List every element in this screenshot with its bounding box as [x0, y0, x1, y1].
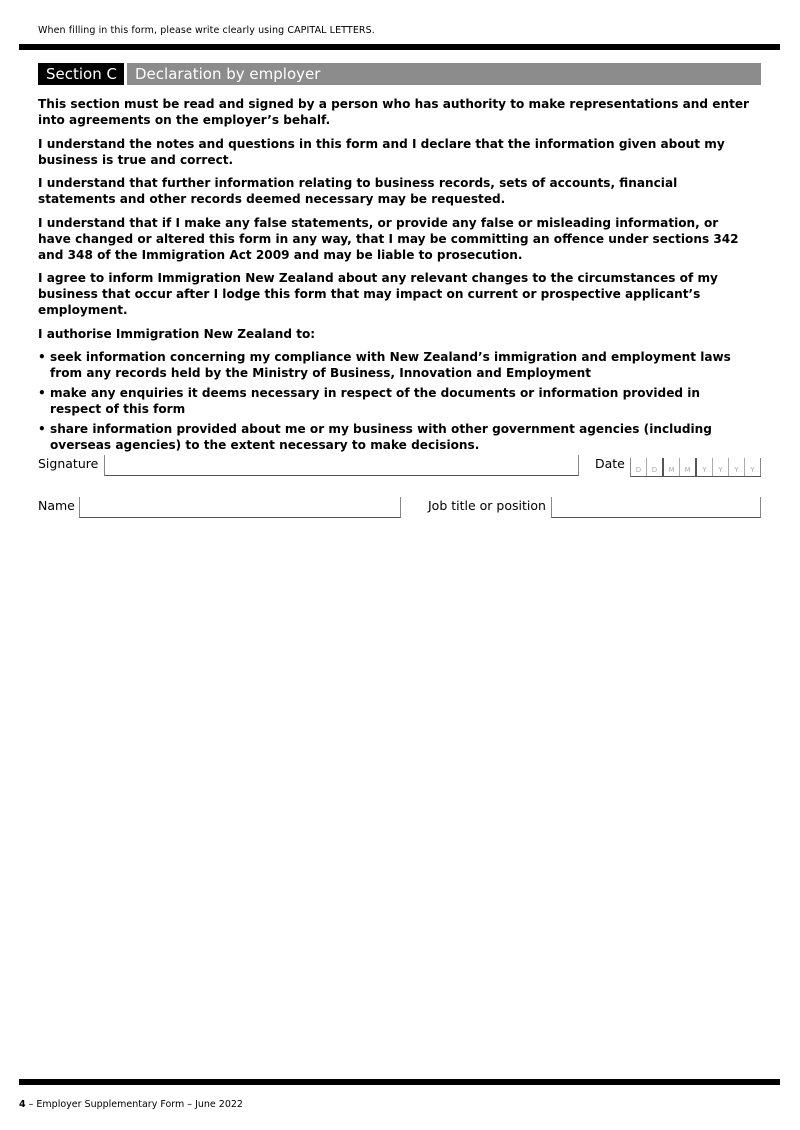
declaration-text	[38, 96, 752, 457]
footer-text: – Employer Supplementary Form – June 2022	[25, 1099, 243, 1110]
list-item: • share information provided about me or my business with other government agencies (including overseas agencies) to the extent necessary to make decisions.	[38, 421, 752, 453]
date-day-cell: D	[647, 458, 664, 476]
name-field[interactable]	[79, 497, 401, 518]
job-title-field[interactable]	[551, 497, 761, 518]
date-month-cell: M	[680, 458, 697, 476]
declaration-paragraph: I understand the notes and questions in this form and I declare that the information given about my business is true and correct.	[38, 136, 725, 167]
date-label: Date	[595, 456, 625, 471]
job-title-label: Job title or position	[428, 498, 546, 513]
section-title: Declaration by employer	[127, 63, 761, 85]
authorisation-list	[38, 349, 752, 453]
bottom-divider	[19, 1079, 780, 1085]
signature-label: Signature	[38, 456, 99, 471]
declaration-paragraph: I authorise Immigration New Zealand to:	[38, 326, 316, 341]
signature-field[interactable]	[104, 455, 579, 476]
list-item: • make any enquiries it deems necessary in respect of the documents or information provided in respect of this form	[38, 385, 752, 417]
top-divider	[19, 44, 780, 50]
date-year-cell: Y	[697, 458, 713, 476]
page-footer	[19, 1099, 243, 1110]
declaration-paragraph: I understand that further information relating to business records, sets of accounts, financial statements and other records deemed necessary may be requested.	[38, 176, 678, 206]
date-day-cell: D	[631, 458, 647, 476]
date-month-cell: M	[664, 458, 680, 476]
date-year-cell: Y	[745, 458, 761, 476]
section-header	[38, 63, 761, 85]
date-field[interactable]	[630, 458, 761, 477]
page-number: 4	[19, 1099, 26, 1110]
name-label: Name	[38, 498, 75, 513]
section-label: Section C	[38, 63, 124, 85]
declaration-paragraph: This section must be read and signed by a person who has authority to make representations and enter into agreements on the employer’s behalf.	[38, 97, 750, 127]
date-year-cell: Y	[729, 458, 745, 476]
list-item: • seek information concerning my compliance with New Zealand’s immigration and employment laws from any records held by the Ministry of Business, Innovation and Employment	[38, 349, 752, 381]
capital-letters-instruction: When filling in this form, please write clearly using CAPITAL LETTERS.	[38, 25, 375, 36]
declaration-paragraph: I understand that if I make any false statements, or provide any false or misleading information, or have changed or altered this form in any way, that I may be committing an offence under sections 342 and 348 of the Immigration Act 2009 and may be liable to prosecution.	[38, 215, 739, 262]
date-year-cell: Y	[713, 458, 729, 476]
declaration-paragraph: I agree to inform Immigration New Zealand about any relevant changes to the circumstances of my business that occur after I lodge this form that may impact on current or prospective applicant’s employment.	[38, 271, 718, 317]
